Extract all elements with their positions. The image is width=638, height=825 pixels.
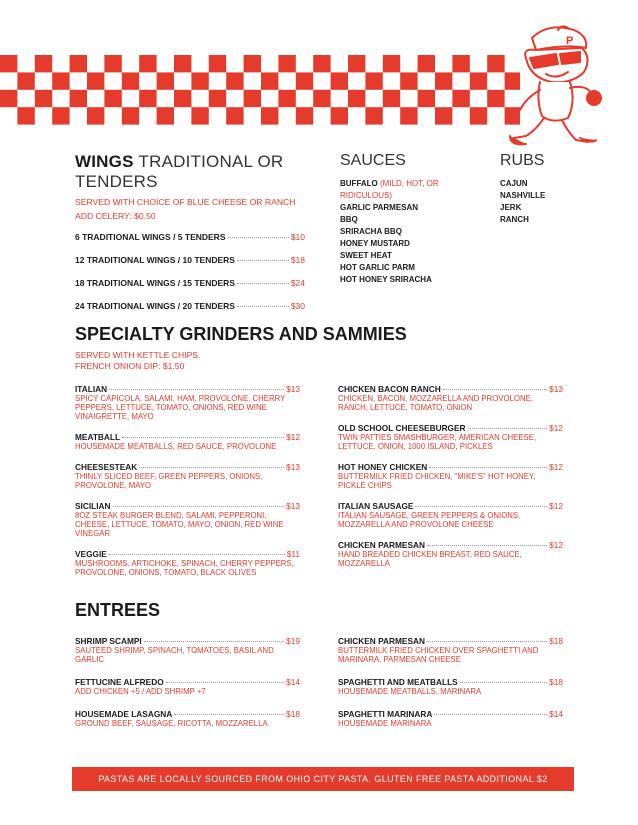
menu-item-desc: MUSHROOMS, ARTICHOKE, SPINACH, CHERRY PEPPERS, PROVOLONE, ONIONS, TOMATO, BLACK OLIVES <box>75 559 294 577</box>
menu-item-desc: BUTTERMILK FRIED CHICKEN OVER SPAGHETTI AND MARINARA, PARMESAN CHEESE <box>338 646 539 664</box>
menu-item <box>75 549 300 577</box>
menu-item-row <box>338 423 563 433</box>
checker-square <box>313 90 330 107</box>
wings-title-thin: TRADITIONAL OR TENDERS <box>75 152 284 191</box>
menu-item-price: $18 <box>549 636 563 646</box>
menu-item <box>75 709 300 728</box>
entrees-title: ENTREES <box>75 600 161 620</box>
wings-celery-note: ADD CELERY: $0.50 <box>75 211 156 221</box>
leader-dots <box>237 283 289 284</box>
leader-dots <box>427 641 547 642</box>
menu-item-row <box>75 549 300 559</box>
menu-item-desc: CHICKEN, BACON, MOZZARELLA AND PROVOLONE, RANCH, LETTUCE, TOMATO, ONION <box>338 394 533 412</box>
menu-item-name: ITALIAN SAUSAGE <box>338 501 414 511</box>
checker-square <box>17 72 34 89</box>
leader-dots <box>166 682 285 683</box>
wings-title <box>75 152 305 192</box>
checker-square <box>122 107 139 124</box>
sauce-item: SWEET HEAT <box>340 251 392 260</box>
rubs-section <box>500 152 590 226</box>
menu-item <box>338 677 563 696</box>
checker-square <box>418 55 435 72</box>
menu-item-name: OLD SCHOOL CHEESEBURGER <box>338 423 466 433</box>
rub-item: JERK <box>500 203 522 212</box>
menu-item-price: $13 <box>286 462 300 472</box>
leader-dots <box>237 260 289 261</box>
menu-item-name: CHICKEN BACON RANCH <box>338 384 441 394</box>
checker-square <box>313 55 330 72</box>
checker-square <box>244 90 261 107</box>
sauces-section <box>340 152 480 286</box>
checker-square <box>0 55 17 72</box>
sauce-list <box>340 178 480 286</box>
menu-item-desc: BUTTERMILK FRIED CHICKEN, "MIKE'S" HOT HONEY, PICKLE CHIPS <box>338 472 536 490</box>
sauce-item: HOT GARLIC PARM <box>340 263 415 272</box>
menu-item-desc: SAUTÉED SHRIMP, SPINACH, TOMATOES, BASIL AND GARLIC <box>75 646 274 664</box>
specialty-dip-note: FRENCH ONION DIP: $1.50 <box>75 361 185 371</box>
menu-item-name: FETTUCINE ALFREDO <box>75 677 164 687</box>
checker-square <box>52 107 69 124</box>
rubs-title: RUBS <box>500 152 545 169</box>
rub-item: NASHVILLE <box>500 191 546 200</box>
menu-item-name: VEGGIE <box>75 549 107 559</box>
menu-item-row <box>338 384 563 394</box>
checker-square <box>104 90 121 107</box>
checker-square <box>35 55 52 72</box>
specialty-right-column <box>338 384 563 579</box>
wings-served-note: SERVED WITH CHOICE OF BLUE CHEESE OR RANCH <box>75 197 296 207</box>
menu-item-row <box>338 709 563 719</box>
menu-item-price: $12 <box>549 462 563 472</box>
menu-item-row <box>75 709 300 719</box>
wings-item-name: 6 TRADITIONAL WINGS / 5 TENDERS <box>75 232 226 242</box>
menu-item-row <box>338 677 563 687</box>
menu-item-name: CHICKEN PARMESAN <box>338 540 425 550</box>
menu-item-row <box>75 677 300 687</box>
menu-item-price: $14 <box>286 677 300 687</box>
menu-item-name: MEATBALL <box>75 432 121 442</box>
svg-text:P: P <box>566 35 574 47</box>
menu-item-name: SPAGHETTI AND MEATBALLS <box>338 677 458 687</box>
sauce-item: GARLIC PARMESAN <box>340 203 419 212</box>
sauce-item: HONEY MUSTARD <box>340 239 410 248</box>
rub-item: RANCH <box>500 215 529 224</box>
checker-square <box>365 107 382 124</box>
checker-square <box>52 72 69 89</box>
checker-square <box>17 107 34 124</box>
checker-square <box>400 72 417 89</box>
wings-row <box>75 232 305 242</box>
checker-square <box>418 90 435 107</box>
checker-square <box>157 72 174 89</box>
specialty-title: SPECIALTY GRINDERS AND SAMMIES <box>75 324 407 344</box>
checker-square <box>452 90 469 107</box>
menu-item-price: $13 <box>286 384 300 394</box>
menu-item-price: $12 <box>549 501 563 511</box>
menu-item <box>338 636 563 664</box>
menu-item-row <box>75 636 300 646</box>
entrees-left-column <box>75 636 300 739</box>
leader-dots <box>109 554 285 555</box>
leader-dots <box>109 389 284 390</box>
menu-item-row <box>338 636 563 646</box>
checker-square <box>191 72 208 89</box>
leader-dots <box>113 506 285 507</box>
menu-item-row <box>75 462 300 472</box>
menu-item-name: SHRIMP SCAMPI <box>75 636 142 646</box>
sauce-item <box>340 178 480 202</box>
sauce-item: SRIRACHA BBQ <box>340 227 402 236</box>
checker-square <box>470 72 487 89</box>
menu-item-price: $14 <box>549 709 563 719</box>
entrees-right-column <box>338 636 563 739</box>
checker-square <box>470 107 487 124</box>
menu-item-desc: ADD CHICKEN +5 / ADD SHRIMP +7 <box>75 687 206 696</box>
leader-dots <box>144 641 284 642</box>
menu-item-desc: TWIN PATTIES SMASHBURGER, AMERICAN CHEESE, LETTUCE, ONION, 1000 ISLAND, PICKLES <box>338 433 537 451</box>
menu-item-name: CHEESESTEAK <box>75 462 138 472</box>
leader-dots <box>443 389 547 390</box>
leader-dots <box>228 237 289 238</box>
menu-item-name: SICILIAN <box>75 501 111 511</box>
menu-item-desc: THINLY SLICED BEEF, GREEN PEPPERS, ONIONS, PROVOLONE, MAYO <box>75 472 263 490</box>
menu-item-price: $11 <box>286 549 300 559</box>
leader-dots <box>468 428 548 429</box>
menu-item <box>338 501 563 529</box>
checker-square <box>35 90 52 107</box>
checker-square <box>452 55 469 72</box>
leader-dots <box>429 467 547 468</box>
leader-dots <box>237 306 289 307</box>
menu-item-desc: HOUSEMADE MEATBALLS, RED SAUCE, PROVOLONE <box>75 442 277 451</box>
menu-item-desc: GROUND BEEF, SAUSAGE, RICOTTA, MOZZARELLA <box>75 719 268 728</box>
checker-square <box>209 90 226 107</box>
sauce-item: BBQ <box>340 215 358 224</box>
sauces-title: SAUCES <box>340 152 406 169</box>
wings-section <box>75 152 305 311</box>
menu-item-price: $12 <box>549 423 563 433</box>
leader-dots <box>415 506 547 507</box>
menu-item <box>75 501 300 538</box>
menu-item-row <box>75 501 300 511</box>
checker-square <box>365 72 382 89</box>
menu-item-name: SPAGHETTI MARINARA <box>338 709 433 719</box>
checker-square <box>261 107 278 124</box>
menu-item-price: $13 <box>286 501 300 511</box>
rub-list <box>500 178 590 226</box>
checker-square <box>122 72 139 89</box>
checker-square <box>174 55 191 72</box>
specialty-left-column <box>75 384 300 588</box>
wings-item-price: $10 <box>290 232 305 242</box>
checker-square <box>261 72 278 89</box>
menu-item-name: HOT HONEY CHICKEN <box>338 462 428 472</box>
checker-square <box>296 107 313 124</box>
menu-item <box>75 462 300 490</box>
checker-square <box>157 107 174 124</box>
menu-item <box>338 540 563 568</box>
checkerboard-banner <box>0 55 520 125</box>
menu-item-desc: HOUSEMADE MEATBALLS, MARINARA <box>338 687 482 696</box>
wings-item-price: $18 <box>290 255 305 265</box>
menu-item-price: $18 <box>549 677 563 687</box>
sauce-heat-note: (MILD, HOT, OR RIDICULOUS) <box>340 179 439 200</box>
menu-item <box>75 384 300 421</box>
wings-item-name: 24 TRADITIONAL WINGS / 20 TENDERS <box>75 301 235 311</box>
wings-item-price: $30 <box>290 301 305 311</box>
menu-item-name: ITALIAN <box>75 384 108 394</box>
wings-item-name: 12 TRADITIONAL WINGS / 10 TENDERS <box>75 255 235 265</box>
wings-title-bold: WINGS <box>75 152 134 171</box>
checker-square <box>139 55 156 72</box>
specialty-chips-note: SERVED WITH KETTLE CHIPS. <box>75 350 201 360</box>
menu-item <box>338 423 563 451</box>
menu-item-desc: 8OZ STEAK BURGER BLEND, SALAMI, PEPPERONI, CHEESE, LETTUCE, TOMATO, MAYO, ONION, RED WINE VINEGAR <box>75 511 284 538</box>
leader-dots <box>174 714 284 715</box>
menu-item-row <box>338 462 563 472</box>
checker-square <box>278 55 295 72</box>
checker-square <box>70 90 87 107</box>
menu-item <box>338 384 563 412</box>
menu-item-desc: HOUSEMADE MARINARA <box>338 719 432 728</box>
checker-square <box>226 72 243 89</box>
checker-square <box>435 107 452 124</box>
sauce-item: HOT HONEY SRIRACHA <box>340 275 432 284</box>
checker-square <box>226 107 243 124</box>
checker-square <box>400 107 417 124</box>
checker-square <box>348 55 365 72</box>
menu-item-desc: HAND BREADED CHICKEN BREAST, RED SAUCE, MOZZARELLA <box>338 550 522 568</box>
menu-item-row <box>75 432 300 442</box>
menu-item <box>338 709 563 728</box>
checker-square <box>209 55 226 72</box>
checker-square <box>0 90 17 107</box>
wings-row <box>75 255 305 265</box>
menu-item-desc: ITALIAN SAUSAGE, GREEN PEPPERS & ONIONS, MOZZARELLA AND PROVOLONE CHEESE <box>338 511 521 529</box>
menu-item-price: $13 <box>549 384 563 394</box>
menu-item-name: CHICKEN PARMESAN <box>338 636 425 646</box>
wings-item-price: $24 <box>290 278 305 288</box>
checker-square <box>278 90 295 107</box>
checker-square <box>87 72 104 89</box>
specialty-section <box>75 324 575 372</box>
menu-item-price: $12 <box>549 540 563 550</box>
checker-square <box>244 55 261 72</box>
checker-square <box>139 90 156 107</box>
mascot-illustration <box>496 18 606 150</box>
rub-item: CAJUN <box>500 179 528 188</box>
checker-square <box>191 107 208 124</box>
menu-item-desc: SPICY CAPICOLA, SALAMI, HAM, PROVOLONE, CHERRY PEPPERS, LETTUCE, TOMATO, ONIONS, RED WINE VINAIGRETTE, MAYO <box>75 394 286 421</box>
checker-square <box>296 72 313 89</box>
leader-dots <box>139 467 284 468</box>
menu-item-price: $19 <box>286 636 300 646</box>
checker-square <box>174 90 191 107</box>
checker-square <box>383 55 400 72</box>
pasta-banner: PASTAS ARE LOCALLY SOURCED FROM OHIO CITY PASTA. GLUTEN FREE PASTA ADDITIONAL $2 <box>72 767 574 791</box>
checker-square <box>435 72 452 89</box>
leader-dots <box>122 437 284 438</box>
menu-item-row <box>75 384 300 394</box>
checker-square <box>331 72 348 89</box>
menu-item <box>75 432 300 451</box>
wings-item-name: 18 TRADITIONAL WINGS / 15 TENDERS <box>75 278 235 288</box>
wings-row <box>75 278 305 288</box>
menu-item-row <box>338 501 563 511</box>
menu-item-price: $12 <box>286 432 300 442</box>
checker-square <box>70 55 87 72</box>
sauce-name: BUFFALO <box>340 179 378 188</box>
checker-square <box>383 90 400 107</box>
checker-square <box>87 107 104 124</box>
menu-item-name: HOUSEMADE LASAGNA <box>75 709 173 719</box>
checker-square <box>331 107 348 124</box>
menu-item <box>75 636 300 664</box>
leader-dots <box>460 682 547 683</box>
menu-item-price: $18 <box>286 709 300 719</box>
leader-dots <box>434 714 547 715</box>
menu-item-row <box>338 540 563 550</box>
wings-row <box>75 301 305 311</box>
checker-square <box>104 55 121 72</box>
menu-item <box>338 462 563 490</box>
leader-dots <box>427 545 547 546</box>
checker-square <box>348 90 365 107</box>
menu-item <box>75 677 300 696</box>
